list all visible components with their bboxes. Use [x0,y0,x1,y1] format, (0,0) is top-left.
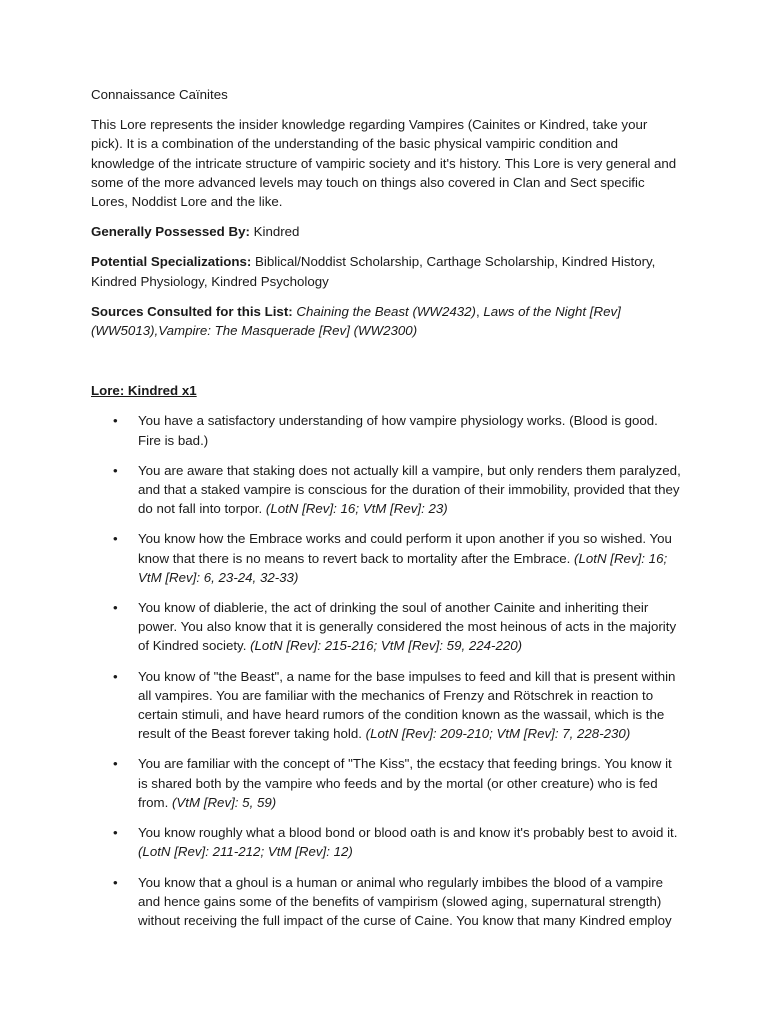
source-chaining-the-beast: Chaining the Beast (WW2432) [296,303,476,319]
specializations-label: Potential Specializations: [91,254,252,270]
bullet-icon: • [113,600,118,616]
list-item [91,667,681,744]
document-title: Connaissance Caïnites [91,87,228,102]
item-text: You know of "the Beast", a name for the base impulses to feed and kill that is present within all vampires. You are familiar with the mechanics of Frenzy and Rötschrek in reaction to certain stimuli, and have heard rumors of the condition known as the wassail, which is the result of the Beast forever taking hold. [138,668,676,742]
item-text: You know that a ghoul is a human or animal who regularly imbibes the blood of a vampire and hence gains some of the benefits of vampirism (slowed aging, supernatural strength) without receiving the full impact of the curse of Caine. You know that many Kindred employ [138,874,672,928]
bullet-icon: • [113,874,118,890]
document-page [91,85,681,941]
specializations-line [91,252,681,290]
item-reference: (LotN [Rev]: 209-210; VtM [Rev]: 7, 228-230) [365,726,631,742]
list-item [91,461,681,519]
possessed-by-label: Generally Possessed By: [91,224,250,240]
list-item [91,598,681,656]
list-item [91,529,681,587]
intro-paragraph: This Lore represents the insider knowledge regarding Vampires (Cainites or Kindred, take your pick). It is a combination of the understanding of the basic physical vampiric condition and knowledge of the intricate structure of vampiric society and it's history. This Lore is very general and some of the more advanced levels may touch on things also covered in Clan and Sect specific Lores, Noddist Lore and the like. [91,117,677,210]
bullet-icon: • [113,462,118,478]
list-item [91,873,681,931]
sources-label: Sources Consulted for this List: [91,303,293,319]
item-text: You are aware that staking does not actually kill a vampire, but only renders them paralyzed, and that a staked vampire is conscious for the duration of their immobility, provided that they do not fall into torpor. [138,462,681,517]
lore-list [91,411,681,930]
bullet-icon: • [113,668,118,684]
possessed-by-value: Kindred [249,224,300,240]
item-text: You know roughly what a blood bond or blood oath is and know it's probably best to avoid it. [138,825,678,841]
section-spacer [91,351,681,381]
sources-line [91,302,681,340]
list-item [91,411,681,449]
bullet-icon: • [113,531,118,547]
bullet-icon: • [113,756,118,772]
bullet-icon: • [113,825,118,841]
list-item [91,823,681,861]
item-reference: (VtM [Rev]: 5, 59) [171,794,277,810]
item-text: You are familiar with the concept of "The Kiss", the ecstacy that feeding brings. You know it is shared both by the vampire who feeds and by the mortal (or other creature) who is fed from. [138,756,672,810]
item-reference: (LotN [Rev]: 16; VtM [Rev]: 23) [265,501,448,517]
item-text: You have a satisfactory understanding of how vampire physiology works. (Blood is good. Fire is bad.) [138,413,658,448]
possessed-by-line [91,222,681,241]
source-laws-and-vtm: Laws of the Night [Rev] (WW5013),Vampire: The Masquerade [Rev] (WW2300) [91,303,621,339]
item-reference: (LotN [Rev]: 215-216; VtM [Rev]: 59, 224-220) [250,638,523,654]
sources-separator: , [475,303,484,319]
item-reference: (LotN [Rev]: 16; VtM [Rev]: 6, 23-24, 32-33) [138,550,668,585]
list-item [91,754,681,812]
bullet-icon: • [113,413,118,429]
specializations-value: Biblical/Noddist Scholarship, Carthage Scholarship, Kindred History, Kindred Physiology, Kindred Psychology [91,254,656,289]
item-text: You know of diablerie, the act of drinking the soul of another Cainite and inheriting their power. You also know that it is generally considered the most heinous of acts in the majority of Kindred society. [138,600,677,654]
item-reference: (LotN [Rev]: 211-212; VtM [Rev]: 12) [138,844,353,860]
item-text: You know how the Embrace works and could perform it upon another if you so wished. You know that there is no means to revert back to mortality after the Embrace. [138,531,672,566]
lore-heading: Lore: Kindred x1 [91,383,197,399]
